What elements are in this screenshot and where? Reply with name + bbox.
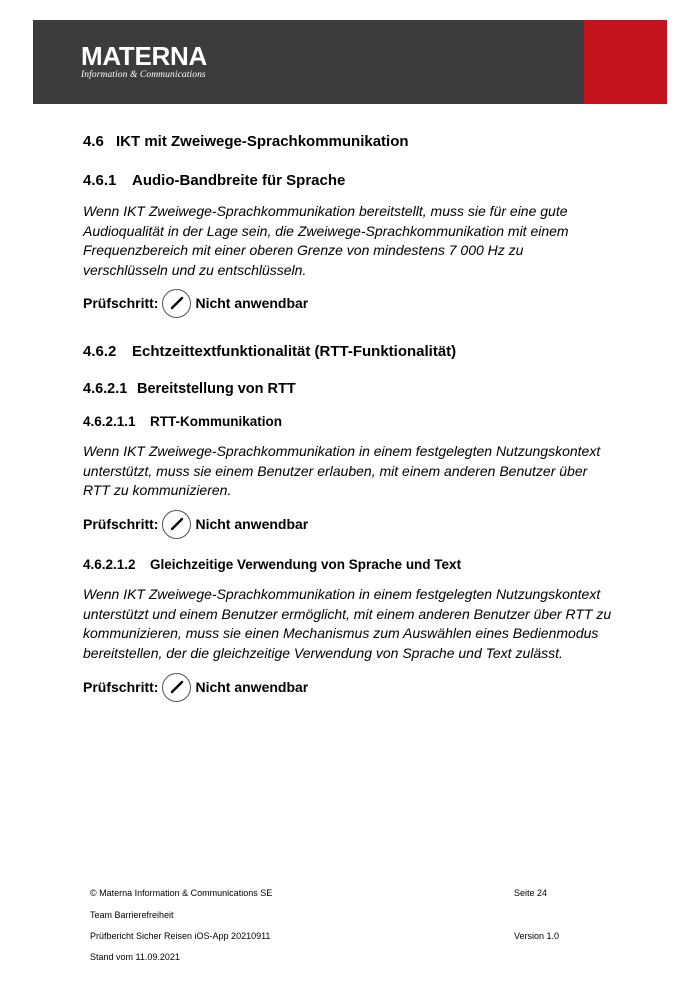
header-accent-block [584,20,667,104]
paragraph-line: unterstützt, muss sie einem Benutzer erlauben, mit einem anderen Benutzer über [83,462,588,479]
heading-title: Bereitstellung von RTT [137,381,296,397]
heading-title: IKT mit Zweiwege-Sprachkommunikation [116,133,409,150]
check-result-4-6-1 [83,288,308,318]
footer-copyright: © Materna Information & Communications SE [90,888,273,898]
footer-page-number: Seite 24 [514,888,548,898]
check-result-4-6-2-1-1 [83,509,308,539]
heading-4-6-2 [83,343,456,360]
heading-4-6-2-1-1 [83,414,282,429]
footer-row-4 [90,952,570,962]
paragraph-line: Frequenzbereich mit einer oberen Grenze von mindestens 7 000 Hz zu [83,242,524,259]
heading-title: Echtzeittextfunktionalität (RTT-Funktionalität) [132,343,457,360]
check-status: Nicht anwendbar [195,295,309,311]
heading-number: 4.6.2.1 [83,381,128,397]
heading-number: 4.6 [83,133,104,150]
heading-4-6-1 [83,172,345,189]
footer-date: Stand vom 11.09.2021 [90,952,180,962]
pencil-slash-icon [162,289,191,318]
pencil-slash-icon [162,673,191,702]
paragraph-line: Audioqualität in der Lage sein, die Zweiwege-Sprachkommunikation mit einem [83,222,569,239]
heading-title: Audio-Bandbreite für Sprache [132,172,346,189]
heading-number: 4.6.2.1.2 [83,557,136,572]
paragraph-4-6-1 [83,202,623,280]
paragraph-line: kommunizieren, muss sie einen Mechanismus zum Auswählen eines Bedienmodus [83,625,599,642]
paragraph-line: RTT zu kommunizieren. [83,482,232,499]
check-status: Nicht anwendbar [195,679,309,695]
paragraph-line: unterstützt und einem Benutzer ermöglicht, mit einem anderen Benutzer über RTT zu [83,605,612,622]
logo-tagline: Information & Communications [81,70,206,80]
heading-4-6 [83,133,409,150]
check-label: Prüfschritt: [83,516,159,532]
logo-name: MATERNA [81,41,207,71]
paragraph-line: bereitstellen, der die gleichzeitige Verwendung von Sprache und Text zulässt. [83,644,563,661]
heading-title: Gleichzeitige Verwendung von Sprache und Text [150,557,462,572]
paragraph-line: verschlüsseln und zu entschlüsseln. [83,261,307,278]
check-label: Prüfschritt: [83,679,159,695]
heading-number: 4.6.1 [83,172,117,189]
footer-row-3 [90,931,570,941]
check-result-4-6-2-1-2 [83,672,308,702]
paragraph-line: Wenn IKT Zweiwege-Sprachkommunikation in einem festgelegten Nutzungskontext [83,443,601,459]
materna-logo [81,43,207,81]
heading-title: RTT-Kommunikation [150,414,282,429]
check-status: Nicht anwendbar [195,516,309,532]
footer-version: Version 1.0 [514,931,560,941]
footer-report-title: Prüfbericht Sicher Reisen iOS-App 20210911 [90,931,271,941]
header-bar [33,20,667,104]
footer-row-2 [90,910,570,920]
paragraph-4-6-2-1-2 [83,585,623,663]
footer-team: Team Barrierefreiheit [90,910,174,920]
heading-number: 4.6.2 [83,343,117,360]
paragraph-line: Wenn IKT Zweiwege-Sprachkommunikation bereitstellt, muss sie für eine gute [83,203,568,219]
heading-4-6-2-1 [83,381,296,397]
paragraph-line: Wenn IKT Zweiwege-Sprachkommunikation in einem festgelegten Nutzungskontext [83,586,601,602]
footer-row-1 [90,888,570,898]
heading-number: 4.6.2.1.1 [83,414,136,429]
pencil-slash-icon [162,510,191,539]
heading-4-6-2-1-2 [83,557,461,572]
paragraph-4-6-2-1-1 [83,442,623,501]
check-label: Prüfschritt: [83,295,159,311]
